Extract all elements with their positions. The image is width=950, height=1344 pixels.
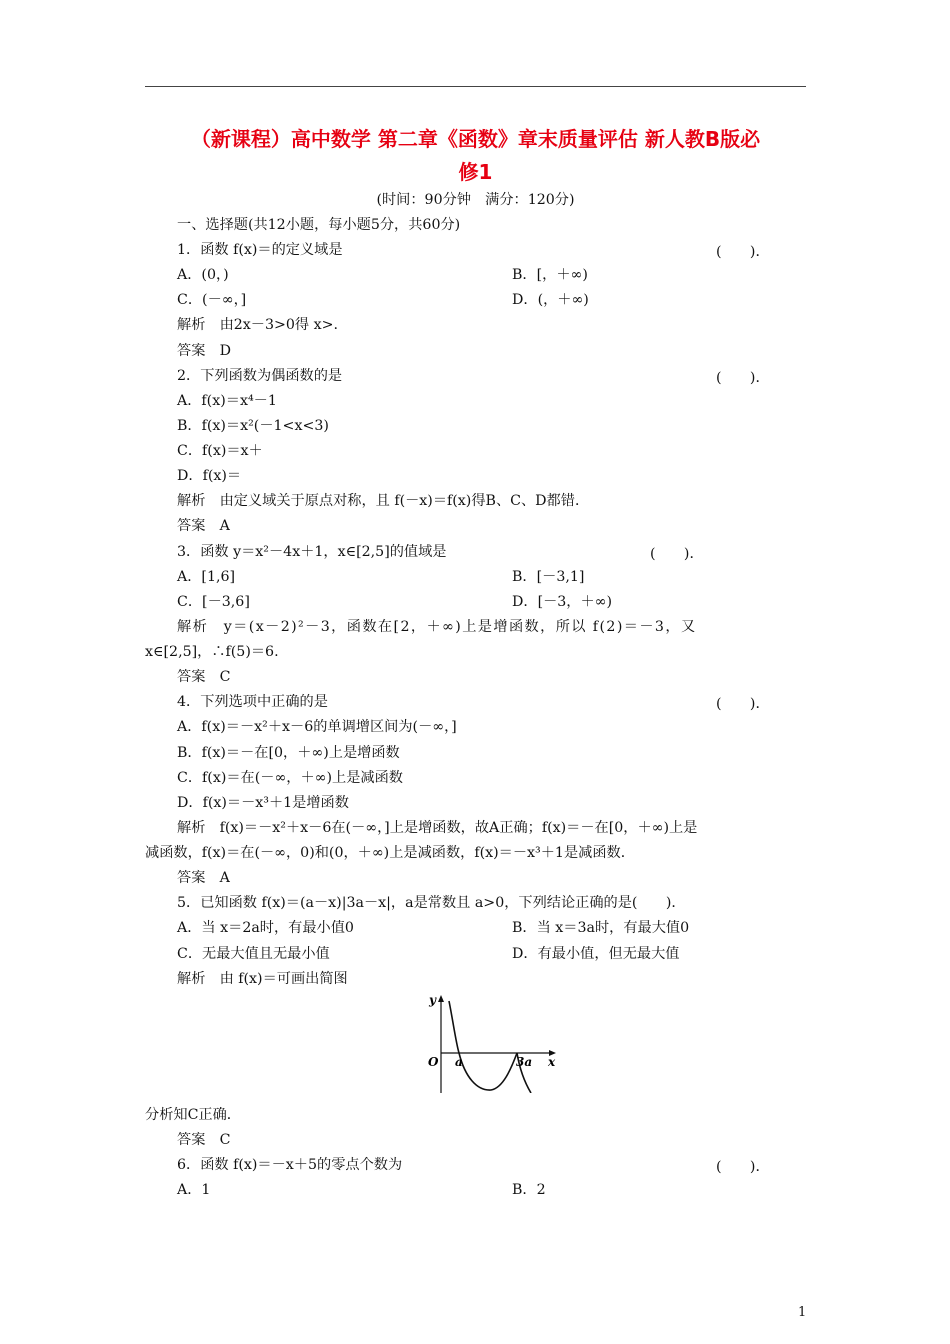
page-number: 1 [798, 1305, 807, 1320]
q3-option-b: B．[－3,1] [512, 569, 585, 585]
q4-analysis-line1: 解析 f(x)＝－x²＋x－6在(－∞，]上是增函数，故A正确；f(x)＝－在[0，＋∞)上是 [177, 820, 698, 836]
q2-option-d: D．f(x)＝ [177, 468, 242, 484]
q4-analysis-line2: 减函数，f(x)＝在(－∞，0)和(0，＋∞)上是减函数，f(x)＝－x³＋1是减函数． [145, 845, 635, 861]
doc-title-line2: 修1 [458, 160, 493, 184]
q5-option-a: A．当 x＝2a时，有最小值0 [177, 920, 354, 936]
q5-option-b: B．当 x＝3a时，有最大值0 [512, 920, 690, 936]
q4-option-a: A．f(x)＝－x²＋x－6的单调增区间为(－∞，] [177, 719, 457, 735]
q3-analysis-line1: 解析 y＝(x－2)²－3，函数在[2，＋∞)上是增函数，所以 f(2)＝－3，又 [177, 619, 697, 635]
q3-option-a: A．[1,6] [177, 569, 236, 585]
q6-stem: 6．函数 f(x)＝－x＋5的零点个数为 [177, 1157, 403, 1173]
section-title: 一、选择题(共12小题，每小题5分，共60分) [177, 217, 461, 233]
q3-answer-bracket: ( )． [650, 546, 704, 562]
y-axis-label: y [429, 993, 436, 1007]
q4-stem: 4．下列选项中正确的是 [177, 694, 328, 710]
q1-analysis: 解析 由2x－3>0得 x>. [177, 317, 339, 333]
q5-stem: 5．已知函数 f(x)＝(a－x)|3a－x|，a是常数且 a>0，下列结论正确的是( )． [177, 895, 686, 911]
q5-conclusion: 分析知C正确． [145, 1107, 241, 1123]
q4-option-c: C．f(x)＝在(－∞，＋∞)上是减函数 [177, 770, 403, 786]
q4-answer-bracket: ( )． [716, 696, 770, 712]
point-a-label: a [455, 1055, 463, 1069]
q4-answer: 答案 A [177, 870, 230, 886]
q5-option-d: D．有最小值，但无最大值 [512, 946, 680, 962]
q2-option-c: C．f(x)＝x＋ [177, 443, 263, 459]
q1-option-d: D．(，＋∞) [512, 292, 589, 308]
q6-answer-bracket: ( )． [716, 1159, 770, 1175]
q1-stem: 1．函数 f(x)＝的定义域是 [177, 242, 343, 258]
q5-option-c: C．无最大值且无最小值 [177, 946, 330, 962]
q1-option-b: B．[，＋∞) [512, 267, 588, 283]
q1-answer: 答案 D [177, 343, 231, 359]
q3-option-d: D．[－3，＋∞) [512, 594, 613, 610]
q3-stem: 3．函数 y＝x²－4x＋1，x∈[2,5]的值域是 [177, 544, 447, 560]
curve-left-branch [449, 1001, 517, 1090]
y-axis-arrow [438, 995, 444, 1002]
q5-answer: 答案 C [177, 1132, 231, 1148]
q6-option-a: A．1 [177, 1182, 211, 1198]
q2-stem: 2．下列函数为偶函数的是 [177, 368, 343, 384]
q1-option-c: C．(－∞，] [177, 292, 247, 308]
doc-subtitle: (时间：90分钟 满分：120分) [376, 192, 575, 208]
q3-analysis-line2: x∈[2,5]，∴f(5)＝6. [145, 644, 279, 660]
q4-option-d: D．f(x)＝－x³＋1是增函数 [177, 795, 349, 811]
q2-option-b: B．f(x)＝x²(－1<x<3) [177, 418, 329, 434]
q2-answer: 答案 A [177, 518, 230, 534]
q6-option-b: B．2 [512, 1182, 546, 1198]
q2-analysis: 解析 由定义域关于原点对称，且 f(－x)＝f(x)得B、C、D都错． [177, 493, 590, 509]
q4-option-b: B．f(x)＝－在[0，＋∞)上是增函数 [177, 745, 400, 761]
q3-option-c: C．[－3,6] [177, 594, 250, 610]
q5-analysis: 解析 由 f(x)＝可画出简图 [177, 971, 348, 987]
x-axis-label: x [548, 1055, 556, 1069]
q3-answer: 答案 C [177, 669, 231, 685]
header-rule [145, 86, 806, 87]
q1-answer-bracket: ( )． [716, 244, 770, 260]
q2-option-a: A．f(x)＝x⁴－1 [177, 393, 277, 409]
q2-answer-bracket: ( )． [716, 370, 770, 386]
point-3a-label: 3a [516, 1055, 533, 1069]
q5-function-sketch [425, 993, 561, 1093]
origin-label: O [428, 1055, 439, 1069]
doc-title-line1: （新课程）高中数学 第二章《函数》章末质量评估 新人教B版必 [190, 127, 761, 151]
q1-option-a: A．(0，) [177, 267, 229, 283]
